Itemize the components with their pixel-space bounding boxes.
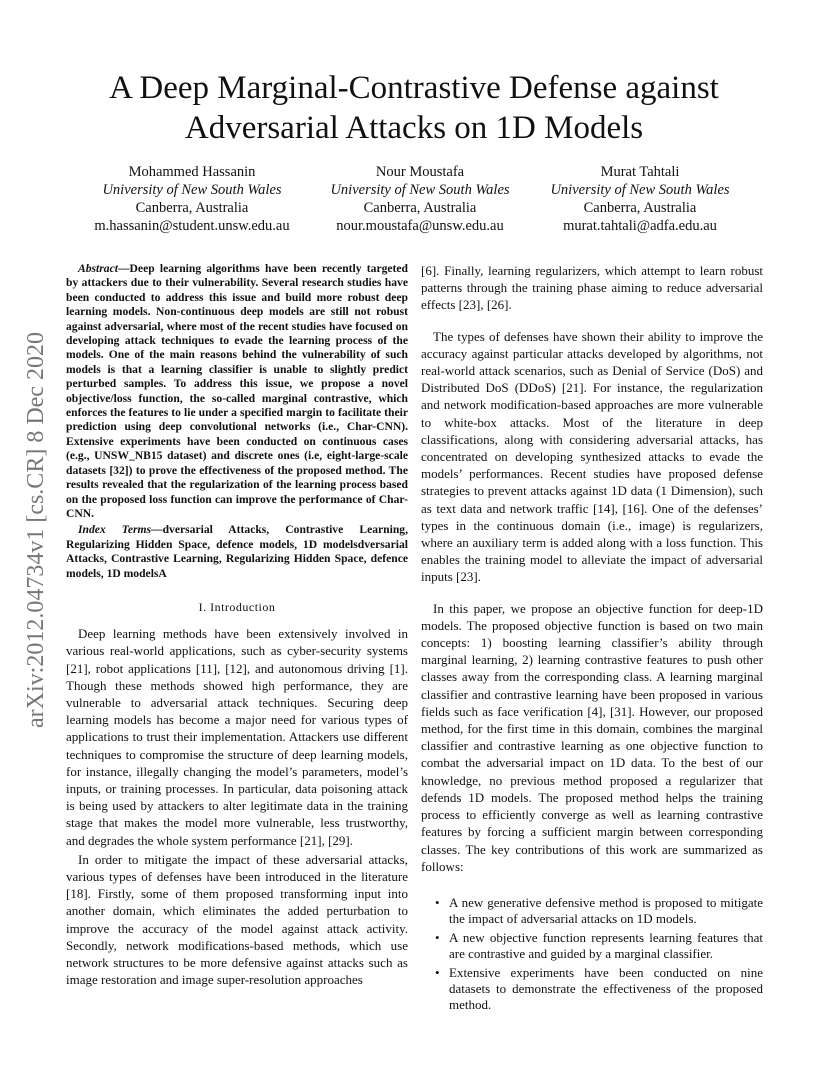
list-item: • Extensive experiments have been conducted on nine datasets to demonstrate the effectiveness of the proposed method. (435, 965, 763, 1014)
body-paragraph: In this paper, we propose an objective function for deep-1D models. The proposed objective function is based on two main concepts: 1) boosting learning classifier’s ability through marginal learning, 2) learning contrastive features to push other classes away from the corresponding class. A learning marginal classifier and contrastive learning have been proposed in various fields such as face verification [4], [31]. However, our proposed method, for the first time in this domain, combines the marginal classifier and contrastive learning as one objective function to combat the adversarial impact on 1D data. To the best of our knowledge, no previous method proposed a regularizer that defends 1D models. The proposed method helps the training process to efficiently converge as well as learning contrastive features by forcing a sufficient margin between corresponding classes. The key contributions of this work are summarized as follows: (421, 600, 763, 874)
author-location: Canberra, Australia (135, 200, 249, 216)
abstract-text: —Deep learning algorithms have been recently targeted by attackers due to their vulnerability. Several research studies have been conducted to address this issue and build more robust deep learning models. Non-continuous deep models are still not robust against adversarial, where most of the recent studies have focused on developing attack techniques to evade the learning process of the models. One of the main reasons behind the vulnerability of such models is that a learning classifier is unable to slightly predict perturbed samples. To address this issue, we propose a novel objective/loss function, the so-called marginal contrastive, which enforces the features to lie under a specified margin to facilitate their prediction using deep convolutional networks (i.e., Char-CNN). Extensive experiments have been conducted on continuous cases (e.g., UNSW_NB15 dataset) and discrete ones (i.e, eight-large-scale datasets [32]) to prove the effectiveness of the proposed method. The results revealed that the regularization of the learning process based on the proposed loss function can improve the performance of Char-CNN. (66, 262, 408, 520)
author-block-3 (520, 163, 760, 235)
contributions-list (421, 895, 763, 1014)
index-terms-text: —dversarial Attacks, Contrastive Learning, Regularizing Hidden Space, defence models, 1D modelsdversarial Attacks, Contrastive Learning, Regularizing Hidden Space, defence models, 1D modelsA (66, 523, 408, 580)
abstract-label: Abstract (78, 262, 118, 275)
section-heading-introduction: I. Introduction (198, 599, 276, 614)
author-affiliation: University of New South Wales (102, 182, 282, 198)
author-name: Murat Tahtali (600, 164, 680, 180)
body-paragraph: [6]. Finally, learning regularizers, which attempt to learn robust patterns through the training phase aiming to reduce adversarial effects [23], [26]. (421, 263, 763, 313)
paper-title: A Deep Marginal-Contrastive Defense against Adversarial Attacks on 1D Models (109, 70, 719, 146)
author-location: Canberra, Australia (583, 200, 697, 216)
author-affiliation: University of New South Wales (330, 182, 510, 198)
right-column (421, 262, 763, 1016)
list-item: • A new objective function represents learning features that are contrastive and guided by a marginal classifier. (435, 930, 763, 963)
author-block-1 (72, 163, 312, 235)
author-location: Canberra, Australia (363, 200, 477, 216)
list-item: • A new generative defensive method is proposed to mitigate the impact of adversarial attacks on 1D models. (435, 895, 763, 928)
author-affiliation: University of New South Wales (550, 182, 730, 198)
index-terms (66, 523, 408, 581)
left-column (66, 262, 408, 989)
author-email[interactable]: murat.tahtali@adfa.edu.au (563, 218, 717, 234)
body-paragraph: Deep learning methods have been extensively involved in various real-world applications, such as cyber-security systems [21], robot applications [11], [12], and autonomous driving [1]. Though these methods showed high performance, they are vulnerable to adversarial attack techniques. Securing deep learning models has become a major need for various types of applications to trust their implementation. Attackers use different techniques to compromise the structure of deep learning models, for instance, illegally changing the model’s parameters, model’s inputs, or training processes. In particular, data poisoning attack is being used by attackers to alter legitimate data in the training stage that makes the model more vulnerable, less trustworthy, and degrades the whole system performance [21], [29]. (66, 626, 408, 848)
arxiv-identifier[interactable]: arXiv:2012.04734v1 [cs.CR] 8 Dec 2020 (23, 332, 49, 728)
index-terms-label: Index Terms (78, 523, 152, 537)
author-name: Mohammed Hassanin (128, 164, 256, 180)
body-paragraph: In order to mitigate the impact of these adversarial attacks, various types of defenses have been introduced in the literature [18]. Firstly, some of them proposed transforming input into another domain, which eliminates the added perturbation to improve the accuracy of the model against attack activity. Secondly, network modifications-based methods, which use network structures to be more defensive against attacks such as image restoration and image super-resolution approaches (66, 851, 408, 988)
author-block-2 (300, 163, 540, 235)
author-name: Nour Moustafa (375, 164, 465, 180)
abstract (66, 262, 408, 521)
author-email[interactable]: m.hassanin@student.unsw.edu.au (94, 218, 290, 234)
author-email[interactable]: nour.moustafa@unsw.edu.au (336, 218, 504, 234)
body-paragraph: The types of defenses have shown their ability to improve the accuracy against particular attacks developed by algorithms, not real-world attack scenarios, such as Denial of Service (DoS) and Distributed DoS (DDoS) [21]. For instance, the regularization and network modification-based approaches are more vulnerable to white-box attacks. Most of the literature in deep classifications, along with considering adversarial attacks, has concentrated on developing synthesized attacks to evade the models’ performances. Recent studies have proposed defense strategies to prevent attacks against 1D data (1 Dimension), such as text data and network traffic [14], [16]. One of the defenses’ types in the continuous domain (i.e., image) is regularizers, where an auxiliary term is added along with a loss function. This enables the training model to alleviate the impact of adversarial inputs [23]. (421, 328, 763, 585)
